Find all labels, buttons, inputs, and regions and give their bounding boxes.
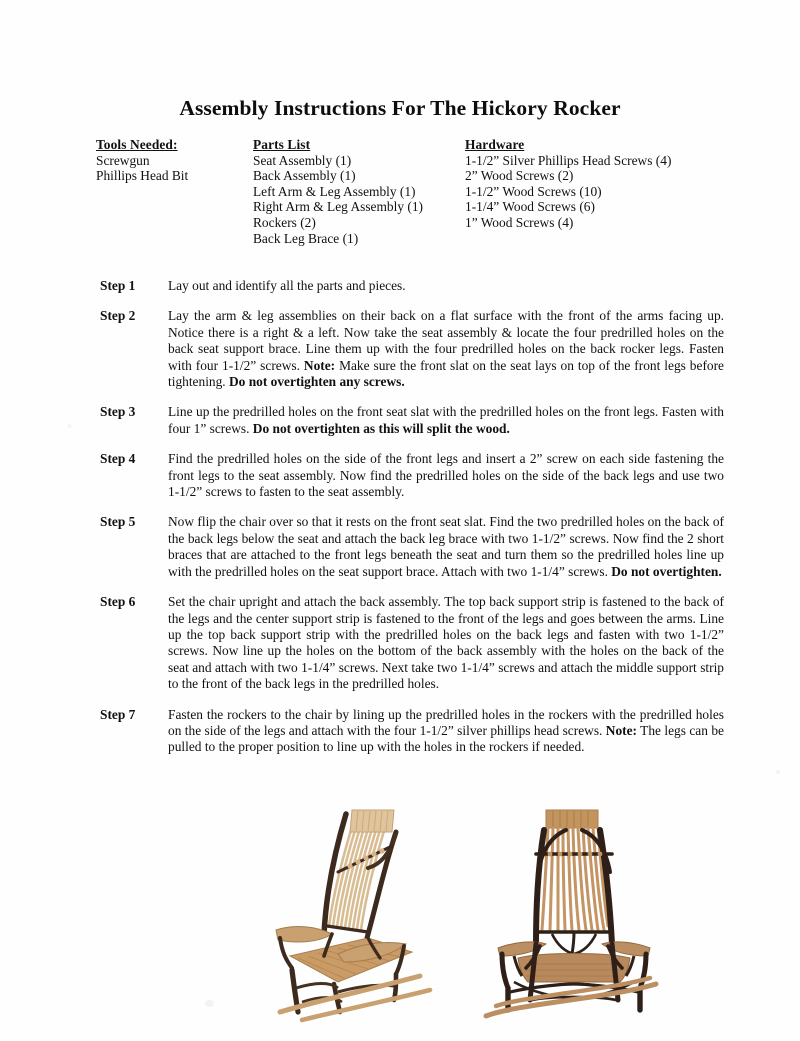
step-text [168,514,724,580]
list-item: Left Arm & Leg Assembly (1) [253,183,416,199]
list-item: Rockers (2) [253,214,316,230]
step-label: Step 7 [100,706,136,722]
hickory-rocker-angled-view-image [272,806,452,1024]
step-text [168,278,724,294]
step-text [168,451,724,500]
step-text-run: Lay out and identify all the parts and pieces. [168,278,406,293]
step-label: Step 3 [100,404,136,420]
step-text-run: Lay the arm & leg assemblies on their back on a flat surface with the front of the arms facing up. Notice there is a right & a left. Now take the seat assembly & locate the four predrilled holes on the back seat support brace. Line them up with the four predrilled holes on the back rocker legs. Fasten with four 1-1/2” screws. [168,308,724,373]
assembly-step [100,594,724,692]
assembly-steps [100,278,724,770]
tools-needed-list [96,153,246,184]
step-label: Step 6 [100,594,136,610]
parts-list [253,153,463,247]
list-item: Right Arm & Leg Assembly (1) [253,199,423,215]
hardware-heading: Hardware [465,137,525,152]
scan-artifact [68,424,71,428]
step-text [168,308,724,390]
assembly-step [100,404,724,437]
scan-artifact [205,1000,214,1007]
step-text-run: Find the predrilled holes on the side of the front legs and insert a 2” screw on each side fastening the front legs to the seat assembly. Now find the predrilled holes on the side of the back legs and use two 1-1/2” screws to fasten to the seat assembly. [168,451,724,500]
list-item: Phillips Head Bit [96,168,189,184]
hardware-list [465,153,735,231]
list-item: 1” Wood Screws (4) [465,214,574,230]
list-item: Seat Assembly (1) [253,152,352,168]
assembly-step [100,451,724,500]
step-text-emphasis: Do not overtighten any screws. [229,374,405,390]
assembly-step [100,308,724,390]
step-label: Step 5 [100,514,136,530]
hickory-rocker-front-view-image [480,806,660,1024]
parts-list-heading: Parts List [253,137,311,152]
list-item: Back Assembly (1) [253,168,356,184]
list-item: 1-1/4” Wood Screws (6) [465,199,595,215]
step-text-run: Fasten the rockers to the chair by lining up the predrilled holes in the rockers with the predrilled holes on the side of the legs and attach with the four 1-1/2” silver phillips head screws. [168,706,724,738]
header-columns [96,137,736,252]
product-photos [262,806,662,1026]
step-text [168,404,724,437]
list-item: 1-1/2” Wood Screws (10) [465,183,602,199]
step-text-emphasis: Do not overtighten. [611,563,722,579]
step-text-run: Now flip the chair over so that it rests on the front seat slat. Find the two predrilled holes on the back of the back legs below the seat and attach the back leg brace with two 1-1/2” screws. Now find the 2 short braces that are attached to the front legs beneath the seat and turn them so the predrilled holes line up with the predrilled holes on the seat support brace. Attach with two 1-1/4” screws. [168,514,724,579]
parts-list-column [253,137,463,246]
step-label: Step 1 [100,278,136,293]
step-text [168,707,724,756]
step-text [168,594,724,692]
step-text-run: The legs can be pulled to the proper position to line up with the holes in the rockers if needed. [168,722,724,755]
scan-artifact [776,770,780,774]
list-item: 2” Wood Screws (2) [465,168,574,184]
assembly-step [100,514,724,580]
step-text-run: Set the chair upright and attach the back assembly. The top back support strip is fastened to the back of the legs and the center support strip is fastened to the front of the legs and goes between the arms. Line up the top back support strip with the predrilled holes on the back legs and fasten with two 1-1/2” screws. Now line up the holes on the bottom of the back assembly with the holes on the back of the seat and attach with two 1-1/4” screws. Next take two 1-1/4” screws and attach the middle support strip to the front of the back legs in the predrilled holes. [168,594,724,692]
step-text-emphasis: Do not overtighten as this will split the wood. [252,420,510,436]
tools-needed-column [96,137,246,184]
step-label: Step 4 [100,451,136,467]
step-text-run: Line up the predrilled holes on the front seat slat with the predrilled holes on the front legs. Fasten with four 1” screws. [168,404,724,436]
step-text-emphasis: Note: [605,722,638,738]
tools-needed-heading: Tools Needed: [96,137,178,152]
list-item: Back Leg Brace (1) [253,230,359,246]
step-text-run: Make sure the front slat on the seat lays on top of the front legs before tightening. [168,357,724,390]
step-label: Step 2 [100,308,136,324]
assembly-step [100,278,724,294]
hardware-column [465,137,735,231]
list-item: Screwgun [96,152,150,168]
assembly-step [100,707,724,756]
list-item: 1-1/2” Silver Phillips Head Screws (4) [465,152,672,168]
step-text-emphasis: Note: [303,357,336,373]
page-title: Assembly Instructions For The Hickory Rocker [179,96,621,120]
